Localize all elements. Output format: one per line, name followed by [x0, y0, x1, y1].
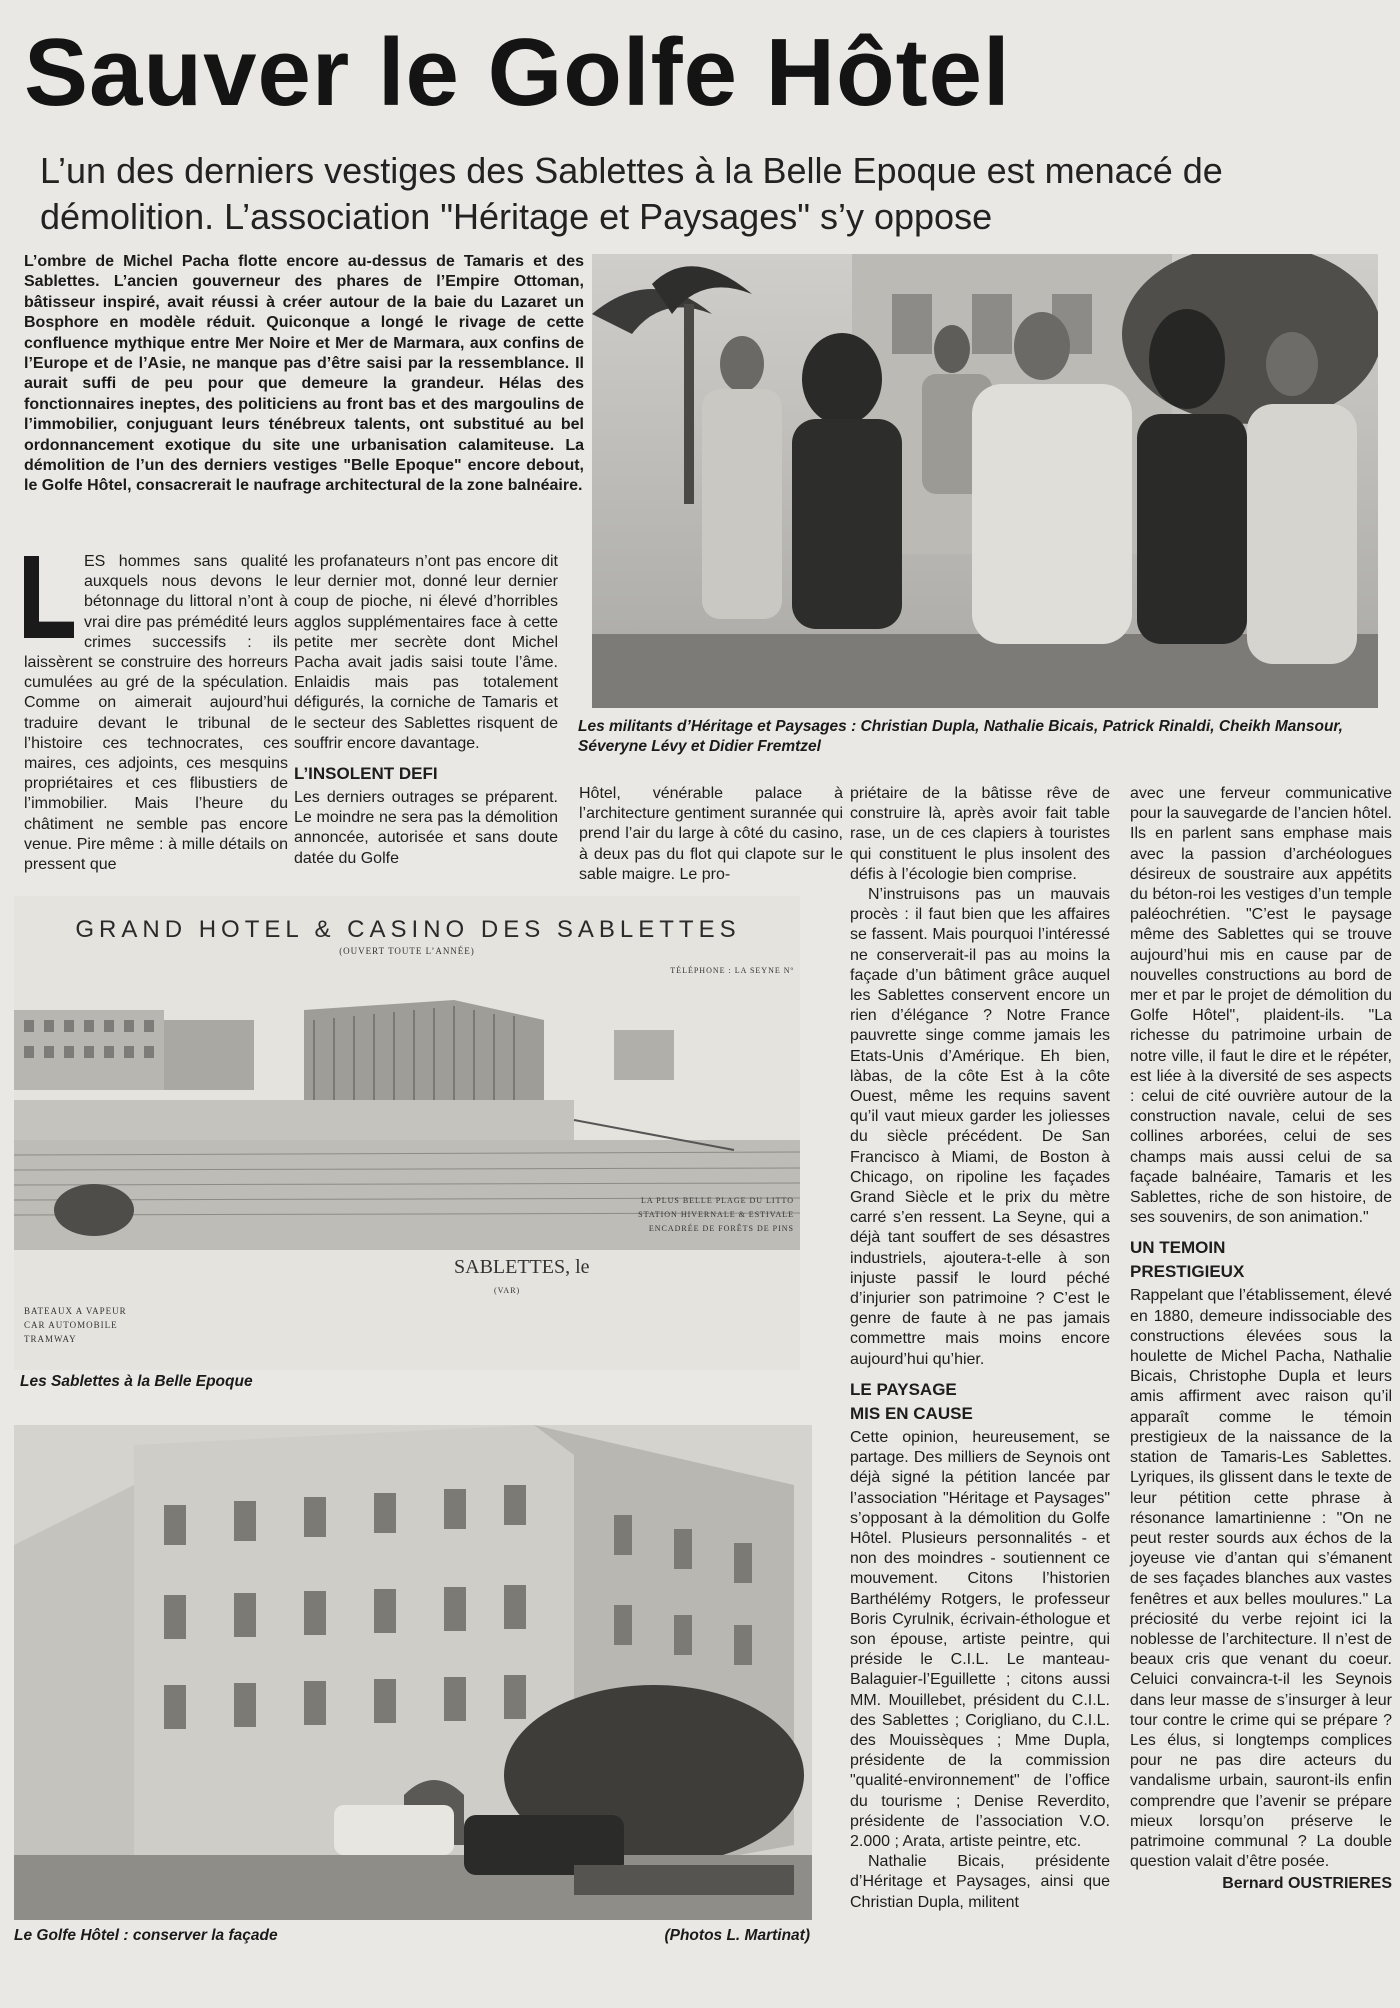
engraving-dept: (VAR) — [494, 1286, 521, 1295]
article-column-3 — [579, 784, 843, 885]
column-5-paragraph-1: avec une ferveur communicative pour la sauvegarde de l’ancien hôtel. Ils en parlent sans emphase mais avec la passion d’archéologues désireux de soustraire aux appétits du béton-roi les vestiges d’un temple paléochrétien. "C’est le paysage même des Sablettes qui se trouve aujourd’hui mis en cause par de nouvelles constructions au bord de mer et par le projet de démolition du Golfe Hôtel", plaident-ils. "La richesse du patrimoine urbain de notre ville, il faut le dire et le répéter, est liée à la diversité de ses aspects : celui de cité ouvrière autour de la construction navale, celui de ses collines arborées, celui de ses champs mais aussi celui de sa façade balnéaire, Tamaris et les Sablettes, riche de son histoire, de ses souvenirs, de son animation." — [1130, 785, 1392, 1227]
engraving-tagline-1: LA PLUS BELLE PLAGE DU LITTO — [641, 1196, 794, 1205]
subhead-paysage-2: MIS EN CAUSE — [850, 1403, 973, 1423]
column-2-paragraph-2: Les derniers outrages se préparent. Le moindre ne sera pas la démolition annoncée, autorisée et sans doute datée du Golfe — [294, 789, 558, 867]
article-column-5 — [1130, 784, 1392, 1895]
militants-photo-caption: Les militants d’Héritage et Paysages : Christian Dupla, Nathalie Bicais, Patrick Rinaldi, Cheikh Mansour, Séveryne Lévy et Didier Fremtzel — [578, 718, 1343, 755]
article-column-1 — [24, 552, 288, 875]
subhead-temoin-1: UN TEMOIN — [1130, 1238, 1226, 1258]
column-5-paragraph-2: Rappelant que l’établissement, élevé en 1880, demeure indissociable des constructions élevées sous la houlette de Michel Pacha, Nathalie Bicais, Christophe Dupla et leurs amis affirment avec raison qu’il apparaît comme le témoin prestigieux de la naissance de la station de Tamaris-Les Sablettes. Lyriques, ils glissent dans le texte de leur pétition cette phrase à résonance lamartinienne : "On ne peut rester sourds aux échos de la joyeuse vie d’antan qui s’émanent de ses façades blanches aux vastes fenêtres et aux belles moulures." La préciosité du verbe rejoint ici la noblesse de l’architecture. Il n’est de beaux cris que venant du coeur. Celuici convaincra-t-il les Seynois dans leur masse de s’insurger à leur tour contre le crime qui se prépare ? Les élus, si longtemps complices pour ne pas dire acteurs du vandalisme urbain, sauront-ils enfin comprendre que l’avenir se prépare mieux lorsqu’on préserve le patrimoine communal ? La double question valait d’être posée. — [1130, 1287, 1392, 1871]
author-signature: Bernard OUSTRIERES — [1222, 1875, 1392, 1893]
golfe-hotel-caption: Le Golfe Hôtel : conserver la façade — [14, 1927, 278, 1944]
subhead-insolent-defi: L’INSOLENT DEFI — [294, 764, 438, 784]
golfe-hotel-photo — [14, 1425, 812, 1920]
article-column-4 — [850, 784, 1110, 1913]
engraving-tagline-2: STATION HIVERNALE & ESTIVALE — [638, 1210, 794, 1219]
deck — [40, 148, 1370, 240]
column-1-text: ES hommes sans qualité auxquels nous devons le bétonnage du littoral n’ont à vrai dire pas prémédité leurs crimes successifs : ils laissèrent se construire des horreurs cumulées au gré de la spéculation. Comme on aimerait aujourd’hui traduire devant le tribunal de l’histoire ces technocrates, ces maires, ces adjoints, ces mesquins propriétaires et ces flibustiers de l’immobilier. Mais l’heure du châtiment ne semble pas encore venue. Pire même : à mille détails on pressent que — [24, 553, 288, 874]
engraving-letterhead — [14, 896, 800, 1370]
column-4-paragraph-1: priétaire de la bâtisse rêve de construire là, après avoir fait table rase, un de ces clapiers à touristes qui constituent le plus insolent des défis à l’écologie bien comprise. — [850, 785, 1110, 883]
engraving-subtitle: (OUVERT TOUTE L’ANNÉE) — [339, 946, 475, 956]
engraving-services-1: BATEAUX A VAPEUR — [24, 1306, 127, 1316]
engraving-title: GRAND HOTEL & CASINO DES SABLETTES — [75, 916, 741, 943]
column-3-text: Hôtel, vénérable palace à l’architecture gentiment surannée qui prend l’air du large à côté du casino, à deux pas du flot qui clapote sur le sable maigre. Le pro- — [579, 785, 843, 883]
militants-photo — [592, 254, 1378, 708]
deck-line-1: L’un des derniers vestiges des Sablettes à la Belle Epoque est menacé de — [40, 150, 1223, 191]
article-column-2 — [294, 552, 558, 869]
engraving-services-2: CAR AUTOMOBILE — [24, 1320, 118, 1330]
engraving-services-3: TRAMWAY — [24, 1334, 77, 1344]
column-4-paragraph-2: N’instruisons pas un mauvais procès : il faut bien que les affaires se fassent. Mais pourquoi l’intéressé ne conserverait-il pas au moins la façade d’un bâtiment grâce auquel les Sablettes conservent encore un rien d’élégance ? Notre France pauvrette singe comme jamais les Etats-Unis d’Amérique. Eh bien, làbas, de la côte Est à la côte Ouest, même les requins savent qu’il vaut mieux garder les joliesses du siècle précédent. De San Francisco à Miami, de Boston à Chicago, on ripoline les façades Grand Siècle et le prix du mètre carré s’en ressent. La Seyne, qui a déjà tant souffert de ses désastres industriels, ajoutera-t-elle à son injuste passif le lourd péché d’injurier son patrimoine ? C’est le genre de faute à ne pas jamais commettre mais moins encore aujourd’hui qu’hier. — [850, 886, 1110, 1368]
column-4-paragraph-3: Cette opinion, heureusement, se partage. Des milliers de Seynois ont déjà signé la pétition lancée par l’association "Héritage et Paysages" s’opposant à la démolition du Golfe Hôtel. Plusieurs personnalités - et non des moindres - soutiennent ce mouvement. Citons l’historien Barthélémy Rotgers, le professeur Boris Cyrulnik, écrivain-éthologue et son épouse, artiste peintre, qui préside le C.I.L. Le manteau-Balaguier-l’Eguillette ; citons aussi MM. Mouillebet, président du C.I.L. des Sablettes ; Corigliano, du C.I.L. des Mouissèques ; Mme Dupla, présidente de la commission "qualité-environnement" de l’office du tourisme ; Denise Reverdito, présidente de l’association V.O. 2.000 ; Arata, artiste peintre, etc. — [850, 1428, 1110, 1850]
photo-credit: (Photos L. Martinat) — [664, 1927, 810, 1944]
subhead-temoin-2: PRESTIGIEUX — [1130, 1262, 1245, 1282]
engraving-tagline-3: ENCADRÉE DE FORÊTS DE PINS — [648, 1224, 794, 1233]
subhead-paysage-1: LE PAYSAGE — [850, 1379, 957, 1399]
column-4-paragraph-4: Nathalie Bicais, présidente d’Héritage et Paysages, ainsi que Christian Dupla, militent — [850, 1853, 1110, 1911]
column-2-paragraph-1: les profanateurs n’ont pas encore dit leur dernier mot, donné leur dernier coup de pioche, ni élevé d’horribles agglos supplémentaires face à cette petite mer secrète dont Michel Pacha avait jadis saisi toute l’âme. Enlaidis mais pas totalement défigurés, la corniche de Tamaris et le secteur des Sablettes risquent de souffrir encore davantage. — [294, 553, 558, 752]
lede-paragraph: L’ombre de Michel Pacha flotte encore au-dessus de Tamaris et des Sablettes. L’ancien gouverneur des phares de l’Empire Ottoman, bâtisseur inspiré, avait réussi à créer autour de la baie du Lazaret un Bosphore en modèle réduit. Quiconque a longé le rivage de cette confluence mythique entre Mer Noire et Mer de Marmara, aux confins de l’Europe et de l’Asie, ne manque pas d’être saisi par la ressemblance. Il aurait suffi de peu pour que demeure la grandeur. Hélas des fonctionnaires ineptes, des politiciens au front bas et des margoulins de l’immobilier, conjuguant leurs ténébreux talents, ont substitué au bel ordonnancement exotique du site une urbanisation calamiteuse. La démolition de l’un des derniers vestiges "Belle Epoque" encore debout, le Golfe Hôtel, consacrerait le naufrage architectural de la zone balnéaire. — [24, 253, 584, 495]
engraving-phone: TÉLÉPHONE : LA SEYNE Nº — [670, 966, 794, 975]
engraving-place: SABLETTES, le — [454, 1256, 590, 1278]
headline: Sauver le Golfe Hôtel — [24, 19, 1011, 126]
engraving-caption: Les Sablettes à la Belle Epoque — [20, 1373, 253, 1390]
deck-line-2: démolition. L’association "Héritage et Paysages" s’y oppose — [40, 196, 993, 237]
